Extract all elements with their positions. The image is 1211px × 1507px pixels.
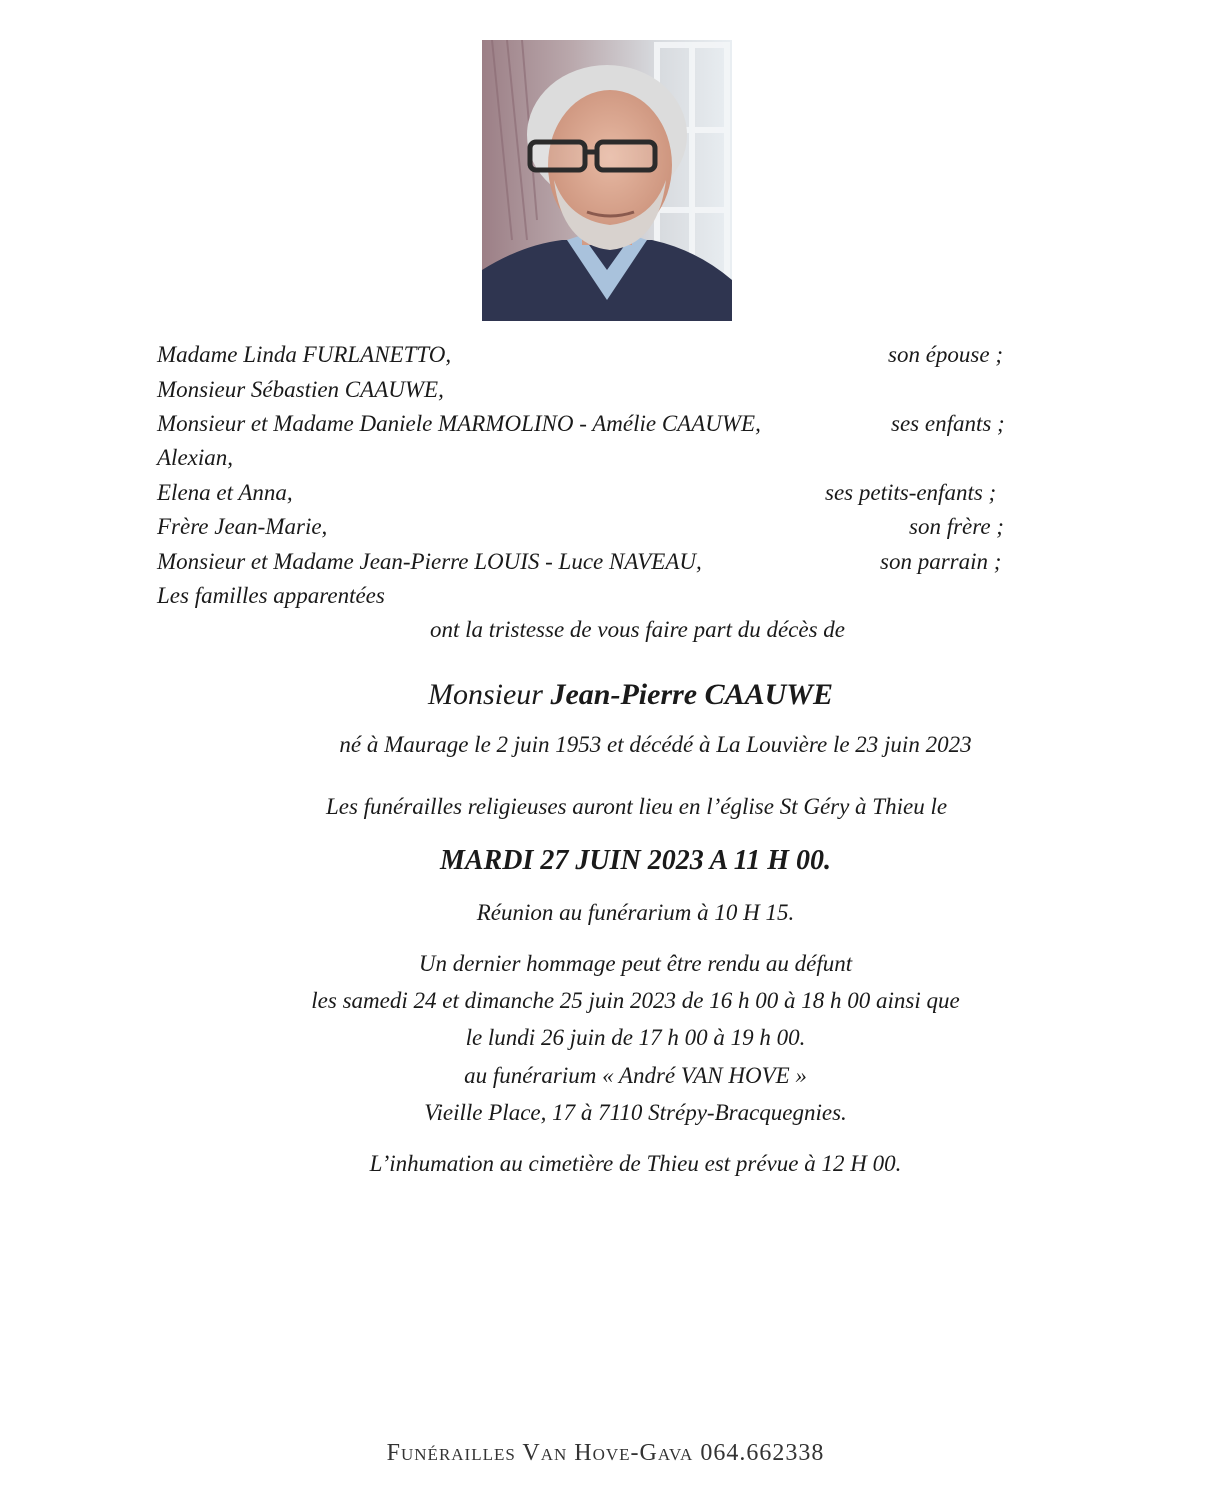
family-name-7: Monsieur et Madame Jean-Pierre LOUIS - Luce NAVEAU, [157, 549, 702, 574]
portrait-photo [482, 40, 732, 321]
announcement-text: ont la tristesse de vous faire part du décès de [430, 617, 845, 642]
family-name-2: Monsieur Sébastien CAAUWE, [157, 377, 444, 402]
homage-line-4: au funérarium « André VAN HOVE » [464, 1063, 807, 1088]
family-relation-5: ses petits-enfants ; [825, 480, 997, 505]
family-name-1: Madame Linda FURLANETTO, [157, 342, 452, 367]
family-relation-3: ses enfants ; [891, 411, 1005, 436]
deceased-title: Monsieur [427, 678, 543, 711]
homage-line-2: les samedi 24 et dimanche 25 juin 2023 de 16 h 00 à 18 h 00 ainsi que [311, 988, 960, 1013]
homage-line-1: Un dernier hommage peut être rendu au défunt [418, 951, 853, 976]
family-name-4: Alexian, [157, 445, 233, 470]
deceased-name: Jean-Pierre CAAUWE [550, 678, 833, 711]
family-name-8: Les familles apparentées [157, 583, 385, 608]
family-name-3: Monsieur et Madame Daniele MARMOLINO - Amélie CAAUWE, [157, 411, 761, 436]
funeral-intro: Les funérailles religieuses auront lieu en l’église St Géry à Thieu le [325, 794, 948, 819]
family-name-6: Frère Jean-Marie, [157, 514, 328, 539]
funeral-date: MARDI 27 JUIN 2023 A 11 H 00. [439, 845, 832, 876]
family-relation-7: son parrain ; [880, 549, 1002, 574]
deceased-name-line [0, 676, 1211, 714]
life-dates: né à Maurage le 2 juin 1953 et décédé à La Louvière le 23 juin 2023 [339, 732, 972, 757]
portrait-image [482, 40, 732, 321]
footer-funeral-home: Funérailles Van Hove-Gava 064.662338 [386, 1440, 825, 1466]
homage-line-5: Vieille Place, 17 à 7110 Strépy-Bracquegnies. [424, 1100, 847, 1125]
homage-line-3: le lundi 26 juin de 17 h 00 à 19 h 00. [465, 1025, 806, 1050]
meeting-text: Réunion au funérarium à 10 H 15. [476, 900, 795, 925]
family-name-5: Elena et Anna, [157, 480, 293, 505]
burial-text: L’inhumation au cimetière de Thieu est prévue à 12 H 00. [369, 1151, 902, 1176]
family-relation-1: son épouse ; [888, 342, 1003, 367]
family-relation-6: son frère ; [909, 514, 1004, 539]
